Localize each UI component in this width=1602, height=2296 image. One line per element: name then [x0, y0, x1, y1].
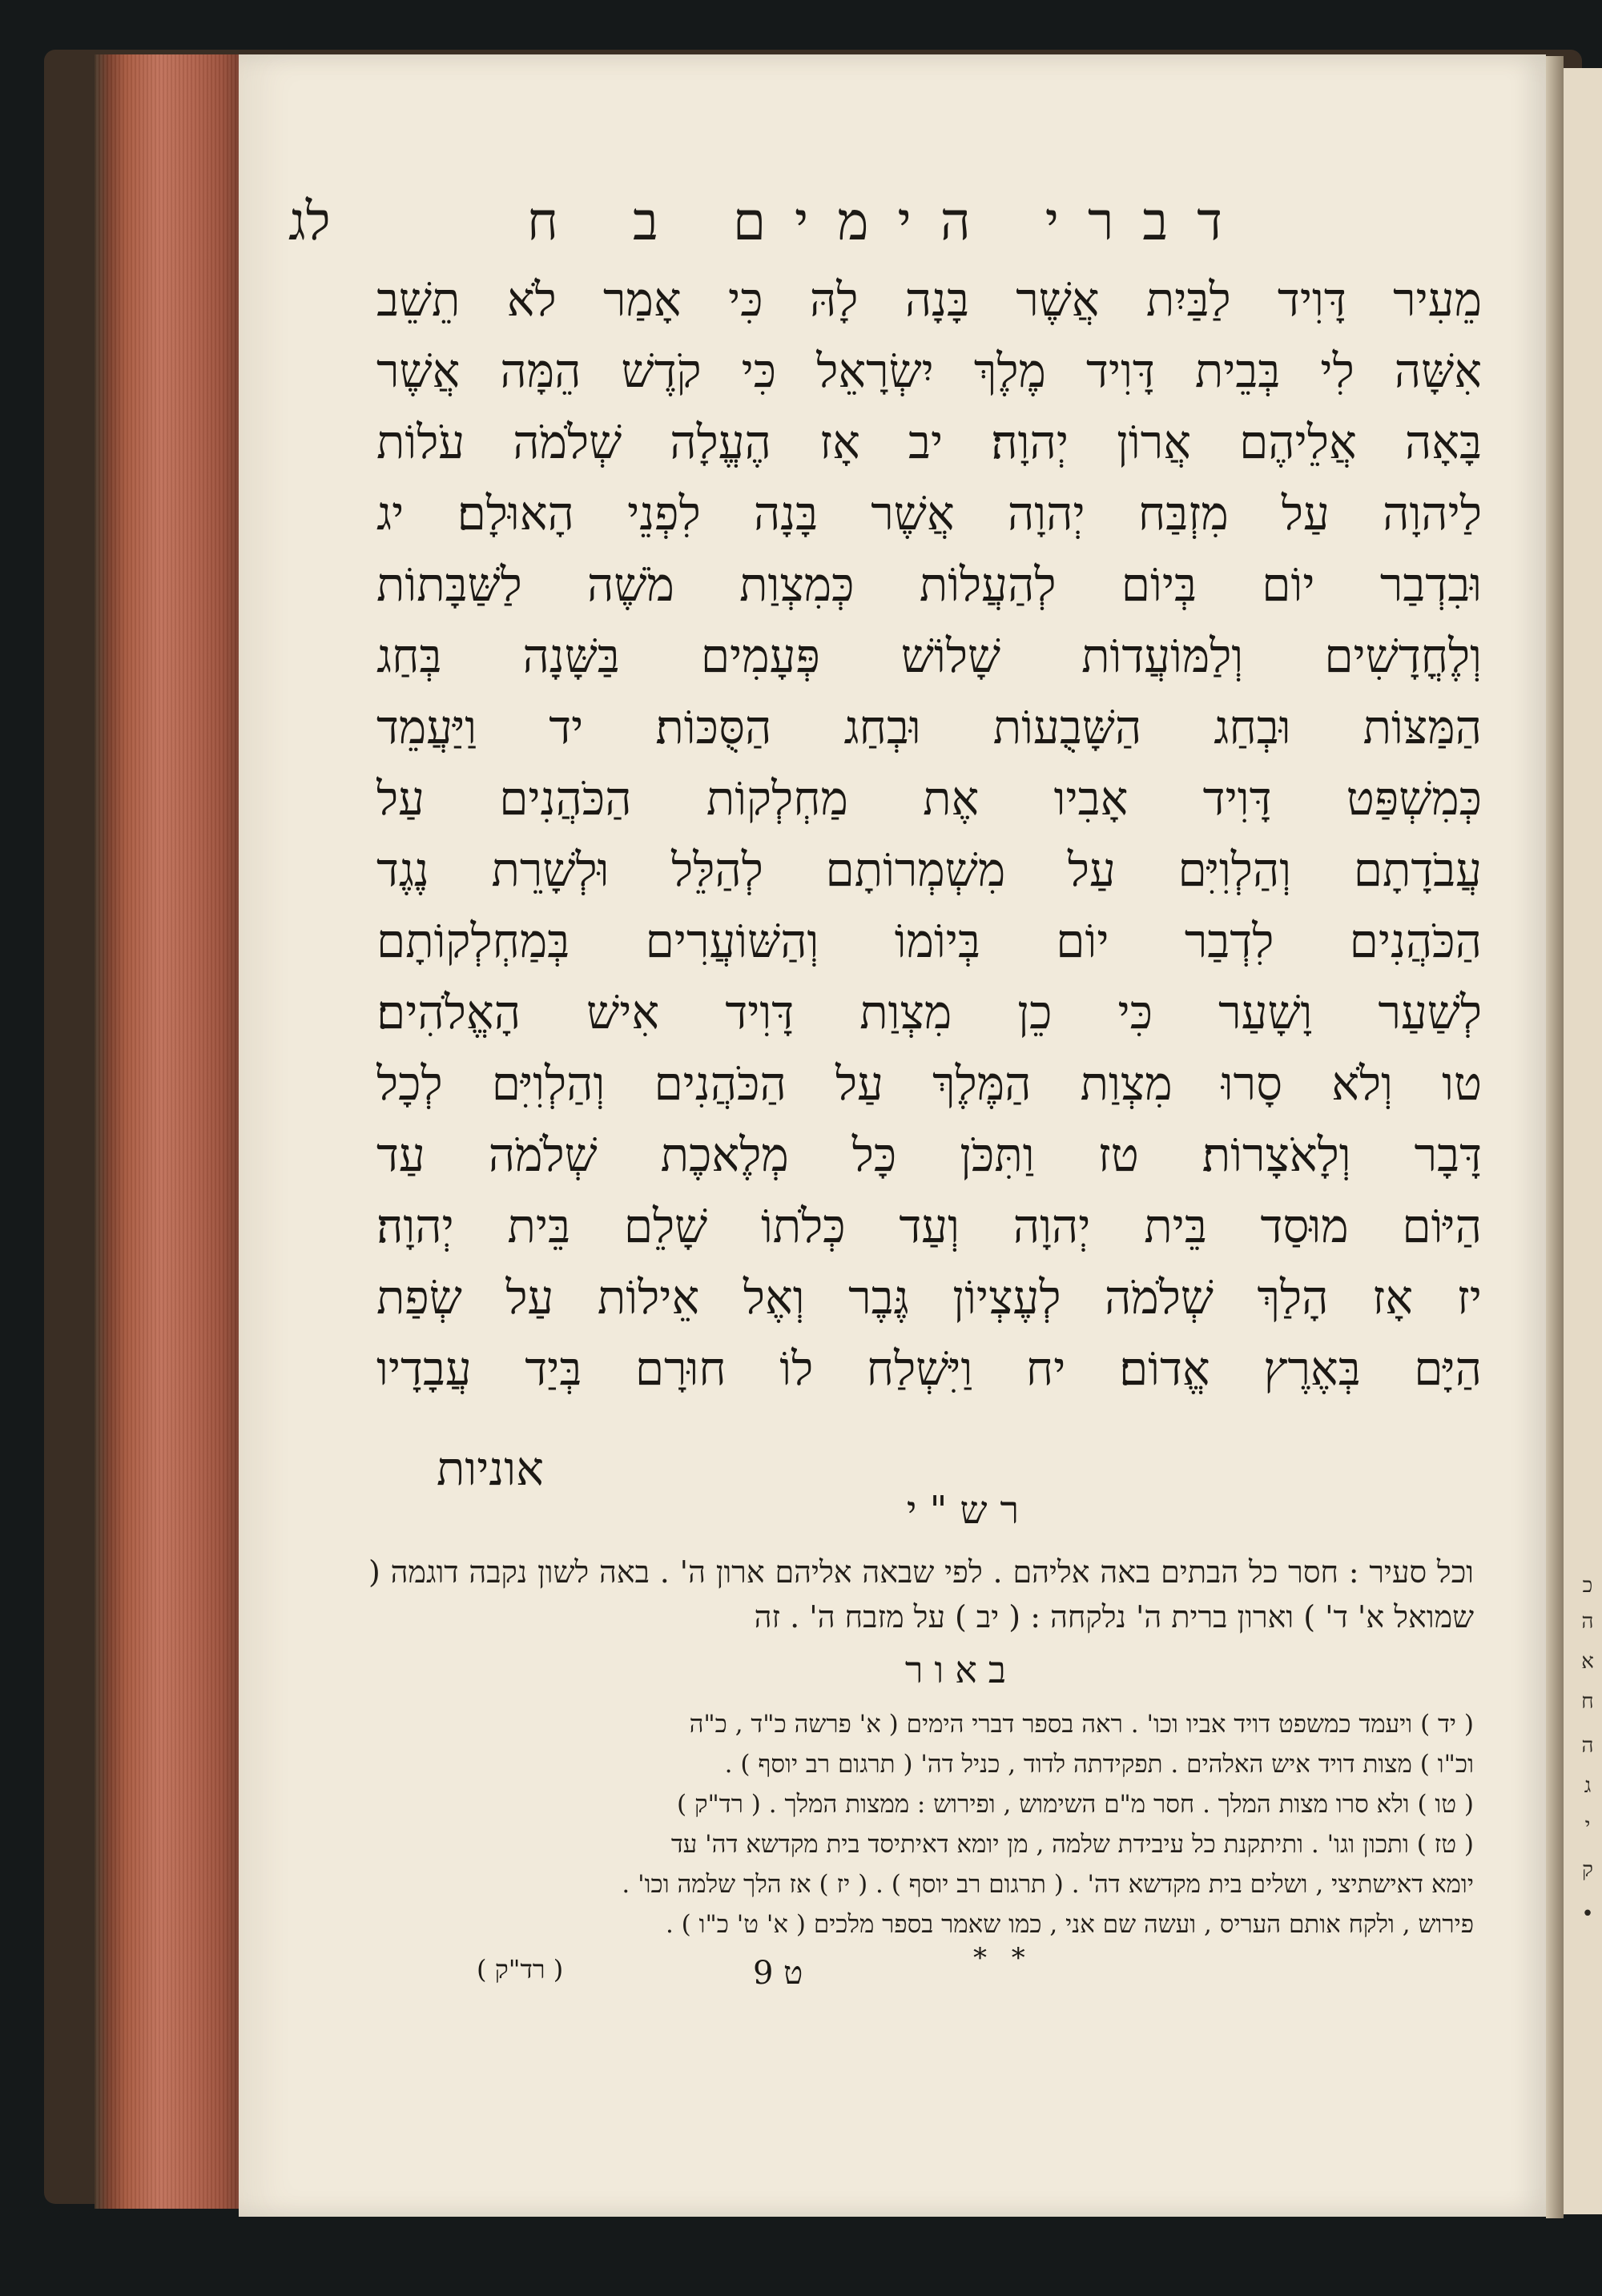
main-text-line: וְלֶחֳדָשִׁים וְלַמּוֹעֲדוֹת שָׁלוֹשׁ פְּעָמִים בַּשָּׁנָה בְּחַג	[376, 629, 1482, 683]
signature-mark: ט 9	[753, 1955, 803, 1992]
main-text-line: בָּאָה אֲלֵיהֶם אֲרוֹן יְהוָה׃ יב אָז הֶעֱלָה שְׁלֹמֹה עֹלוֹת	[376, 415, 1482, 469]
biur-line: וכ"ו ) מצות דויד איש האלהים . תפקידתה לדוד , כניל דה' ( תרגום רב יוסף ) .	[724, 1750, 1474, 1779]
facing-page-glyph: ח	[1581, 1690, 1594, 1714]
main-text-line: הַכֹּהֲנִים לִדְבַר יוֹם בְּיוֹמוֹ וְהַשּׁוֹעֲרִים בְּמַחְלְקוֹתָם	[376, 914, 1482, 968]
main-text-line: הַיָּם בְּאֶרֶץ אֱדוֹם׃ יח וַיִּשְׁלַח לוֹ חוּרָם בְּיַד עֲבָדָיו	[376, 1341, 1482, 1396]
facing-page-glyph: י	[1584, 1814, 1591, 1838]
facing-page	[1564, 68, 1602, 2214]
biur-line: ( טז ) ותכון וגו' . ותיתקנת כל עיבידת שלמה , מן יומא דאיתיסד בית מקדשא דה' עד	[670, 1830, 1474, 1859]
main-text-line: הַיּוֹם מוּסַד בֵּית יְהוָה וְעַד כְּלֹתוֹ שָׁלֵם בֵּית יְהוָה׃	[376, 1199, 1482, 1253]
main-text-line: לַיהוָה עַל מִזְבַּח יְהוָה אֲשֶׁר בָּנָה לִפְנֵי הָאוּלָם׃ יג	[376, 486, 1482, 541]
facing-page-glyph: ה	[1581, 1734, 1594, 1758]
running-head: דברי הימים ב ח	[527, 191, 1251, 252]
rashi-commentary: וכל סעיר : חסר כל הבתים באה אליהם . לפי שבאה אליהם ארון ה' . באה לשון נקבה דוגמה ( שמואל א' ד' ) וארון ברית ה' נלקחה : ( יב ) על מזבח ה' . זה	[368, 1554, 1474, 1635]
facing-page-glyph: א	[1581, 1650, 1594, 1674]
biur-line: ( טו ) ולא סרו מצות המלך . חסר מ"ם השימוש , ופירוש : ממצות המלך . ( רד"ק )	[677, 1790, 1474, 1819]
facing-page-glyph: •	[1581, 1902, 1594, 1926]
biur-commentary	[360, 1704, 1474, 1944]
main-text-block	[376, 264, 1482, 1405]
biur-line: יומא דאישתיצי , ושלים בית מקדשא דה' . ( תרגום רב יוסף ) . ( יז ) אז הלך שלמה וכו' .	[622, 1870, 1474, 1899]
facing-page-glyph: ג	[1584, 1774, 1592, 1798]
facing-page-glyph: ה	[1581, 1610, 1594, 1634]
main-text-line: הַמַּצּוֹת וּבְחַג הַשָּׁבֻעוֹת וּבְחַג הַסֻּכּוֹת׃ יד וַיַּעֲמֵד	[376, 700, 1482, 754]
main-text-line: טו וְלֹא סָרוּ מִצְוַת הַמֶּלֶךְ עַל הַכֹּהֲנִים וְהַלְוִיִּם לְכָל	[376, 1056, 1482, 1111]
book-gutter	[1546, 56, 1564, 2218]
biur-line: ( יד ) ויעמד כמשפט דויד אביו וכו' . ראה בספר דברי הימים ( א' פרשה כ"ד , כ"ה	[689, 1710, 1474, 1739]
facing-page-glyph: כ	[1582, 1574, 1593, 1598]
catchword: אוניות	[437, 1442, 544, 1496]
rashi-heading: רש"י	[906, 1488, 1032, 1533]
page-edges	[95, 54, 239, 2209]
radak-note: ( רד"ק )	[477, 1954, 564, 1984]
main-text-line: לְשַׁעַר וָשָׁעַר כִּי כֵן מִצְוַת דָּוִיד אִישׁ הָאֱלֹהִים׃	[376, 985, 1482, 1039]
page-header	[288, 191, 1490, 263]
main-text-line: אִשָּׁה לִי בְּבֵית דָּוִיד מֶלֶךְ יִשְׂרָאֵל כִּי קֹדֶשׁ הֵמָּה אֲשֶׁר	[376, 344, 1482, 398]
biur-heading: באור	[904, 1648, 1018, 1691]
main-text-line: כְּמִשְׁפַּט דָּוִיד אָבִיו אֶת מַחְלְקוֹת הַכֹּהֲנִים עַל	[376, 771, 1482, 826]
main-text-line: עֲבֹדָתָם וְהַלְוִיִּם עַל מִשְׁמְרוֹתָם לְהַלֵּל וּלְשָׁרֵת נֶגֶד	[376, 842, 1482, 897]
main-text-line: יז אָז הָלַךְ שְׁלֹמֹה לְעֶצְיוֹן גֶּבֶר וְאֶל אֵילוֹת עַל שְׂפַת	[376, 1270, 1482, 1325]
biur-line: פירוש , ולקח אותם העריס , ועשה שם אני , כמו שאמר בספר מלכים ( א' ט' כ"ו ) .	[665, 1910, 1474, 1939]
signature-stars: * *	[973, 1942, 1033, 1974]
main-text-line: מֵעִיר דָּוִיד לַבַּיִת אֲשֶׁר בָּנָה לָהּ כִּי אָמַר לֹא תֵשֵׁב	[376, 272, 1482, 327]
main-text-line: וּבִדְבַר יוֹם בְּיוֹם לְהַעֲלוֹת כְּמִצְוַת מֹשֶׁה לַשַּׁבָּתוֹת	[376, 557, 1482, 612]
main-text-line: דָּבָר וְלָאֹצָרוֹת׃ טז וַתִּכֹּן כָּל מְלֶאכֶת שְׁלֹמֹה עַד	[376, 1128, 1482, 1182]
facing-page-glyph: ק	[1582, 1858, 1593, 1882]
folio-number: לג	[288, 191, 331, 252]
